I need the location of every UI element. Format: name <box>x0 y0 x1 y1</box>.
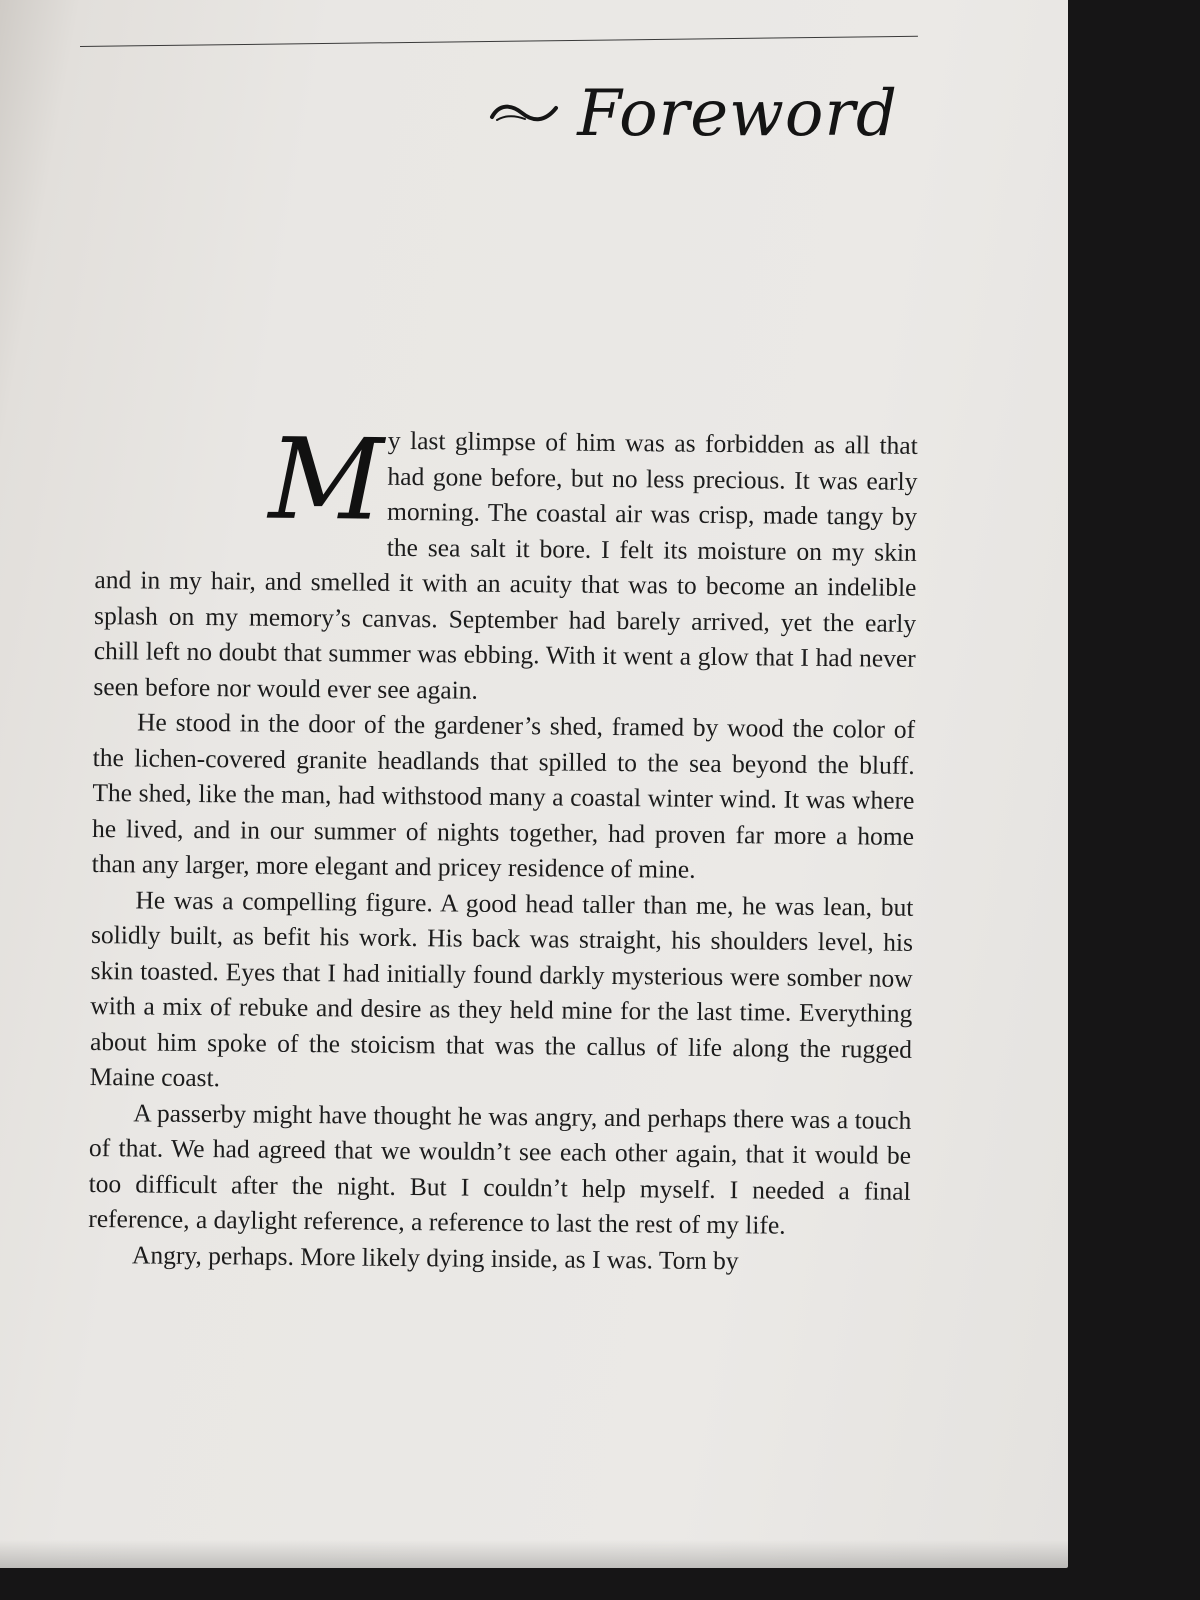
paragraph-1 <box>93 414 918 712</box>
paragraph-1-text: y last glimpse of him was as forbidden as all that had gone before, but no less precious. It was early morning. The coastal air was crisp, made tangy by the sea salt it bore. I felt its moisture on my skin and in my hair, and smelled it with an acuity that was to become an indelible splash on my memory’s canvas. September had barely arrived, yet the early chill left no doubt that summer was ebbing. With it went a glow that I had never seen before nor would ever see again. <box>93 425 918 705</box>
chapter-title: Foreword <box>577 77 898 151</box>
paragraph-3: He was a compelling figure. A good head taller than me, he was lean, but solidly built, as befit his work. His back was straight, his shoulders level, his skin toasted. Eyes that I had initially found darkly mysterious were somber now with a mix of rebuke and desire as they held mine for the last time. Everything about him spoke of the stoicism that was the callus of life along the rugged Maine coast. <box>89 884 914 1093</box>
body-text <box>88 414 918 1280</box>
page-bottom-shadow <box>0 1540 1068 1568</box>
tilde-swash-icon <box>489 98 559 128</box>
paragraph-4: A passerby might have thought he was angry, and perhaps there was a touch of that. We had agreed that we wouldn’t see each other again, that it would be too difficult after the night. But I couldn’t help myself. I needed a final reference, a daylight reference, a reference to last the rest of my life. <box>88 1097 912 1240</box>
paragraph-2: He stood in the door of the gardener’s shed, framed by wood the color of the lichen-covered granite headlands that spilled to the sea beyond the bluff. The shed, like the man, had withstood many a coastal winter wind. It was where he lived, and in our summer of nights together, had proven far more a home than any larger, more elegant and pricey residence of mine. <box>91 707 916 884</box>
drop-cap <box>95 414 385 546</box>
drop-cap-letter: M <box>268 414 385 546</box>
header-rule <box>80 36 918 47</box>
paragraph-5: Angry, perhaps. More likely dying inside, as I was. Torn by <box>131 1239 739 1275</box>
chapter-heading <box>489 77 898 151</box>
